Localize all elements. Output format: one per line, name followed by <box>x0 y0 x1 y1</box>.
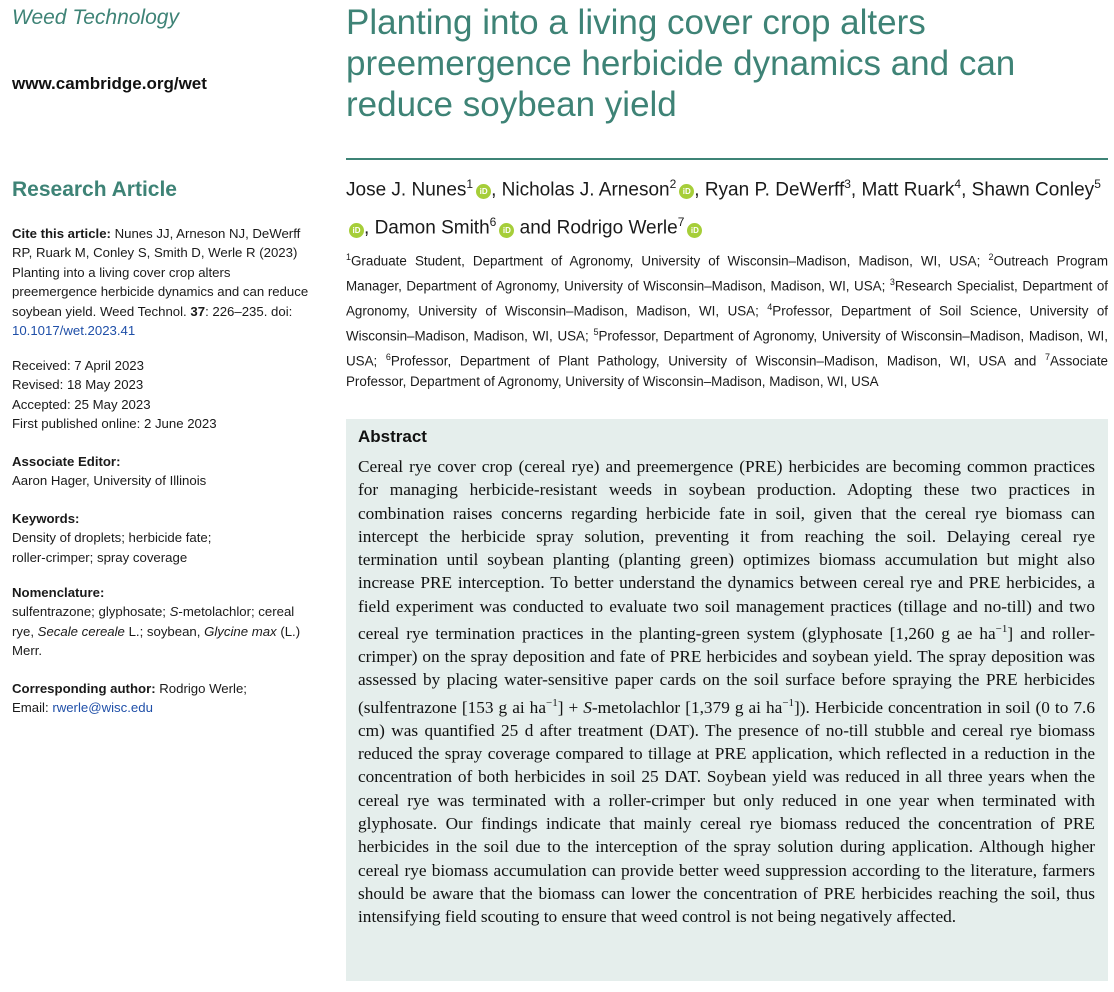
author-separator: and <box>514 217 557 239</box>
author-affiliation-number: 4 <box>954 177 962 191</box>
citation-label: Cite this article: <box>12 226 111 241</box>
published-date: First published online: 2 June 2023 <box>12 416 217 432</box>
affiliation-number: 7 <box>1044 351 1050 362</box>
keywords-block <box>12 509 312 567</box>
author-list <box>346 168 1108 245</box>
author-name: Matt Ruark <box>861 179 955 201</box>
author-name: Rodrigo Werle <box>556 217 678 239</box>
received-date: Received: 7 April 2023 <box>12 358 144 373</box>
affiliation-text: Graduate Student, Department of Agronomy, University of Wisconsin–Madison, Madison, WI, USA; <box>351 253 989 269</box>
nomenclature-text: sulfentrazone; glyphosate; S-metolachlor; cereal rye, Secale cereale L.; soybean, Glycine max (L.) Merr. <box>12 604 301 659</box>
author-name: Jose J. Nunes <box>346 179 467 201</box>
author-name: Shawn Conley <box>971 179 1095 201</box>
author-affiliation-number: 3 <box>844 177 851 191</box>
journal-url[interactable]: www.cambridge.org/wet <box>12 74 207 93</box>
author-affiliation-number: 1 <box>466 177 474 191</box>
affiliation-number: 3 <box>889 276 895 287</box>
author-separator: , <box>850 179 862 201</box>
title-divider <box>346 158 1108 160</box>
affiliation-text: Professor, Department of Agronomy, University of Wisconsin–Madison, Madison, WI, USA; <box>346 328 1108 368</box>
nomenclature-block <box>12 583 312 661</box>
author-separator: , <box>364 217 375 239</box>
journal-name: Weed Technology <box>12 6 179 29</box>
citation-pages: : 226–235. doi: <box>205 303 293 319</box>
orcid-icon[interactable]: iD <box>679 184 694 199</box>
corresponding-author-block <box>12 679 312 718</box>
citation-block <box>12 224 312 340</box>
doi-link[interactable]: 10.1017/wet.2023.41 <box>12 323 136 339</box>
orcid-icon[interactable]: iD <box>687 223 702 238</box>
author-separator: , <box>961 179 972 201</box>
email-label: Email: <box>12 700 53 716</box>
author-name: Nicholas J. Arneson <box>501 179 670 201</box>
keywords-line-1: Density of droplets; herbicide fate; <box>12 530 212 546</box>
orcid-icon[interactable]: iD <box>499 223 514 238</box>
keywords-label: Keywords: <box>12 511 80 526</box>
revised-date: Revised: 18 May 2023 <box>12 377 144 393</box>
author-affiliation-number: 7 <box>677 215 685 230</box>
orcid-icon[interactable]: iD <box>476 184 491 199</box>
affiliation-text: Research Specialist, Department of Agronomy, University of Wisconsin–Madison, Madison, WI, USA; <box>346 278 1108 319</box>
orcid-icon[interactable]: iD <box>349 223 364 238</box>
affiliation-text: Professor, Department of Soil Science, University of Wisconsin–Madison, Madison, WI, USA; <box>346 303 1109 344</box>
abstract-heading: Abstract <box>358 427 427 446</box>
nomenclature-label: Nomenclature: <box>12 585 105 600</box>
abstract-text: Cereal rye cover crop (cereal rye) and preemergence (PRE) herbicides are becoming common practices for managing herbicide-resistant weeds in soybean production. Adopting these two practices in combination raises concerns regarding herbicide fate in soil, given that the cereal rye biomass can intercept the herbicide spray solution, preventing it from reaching the soil. Delaying cereal rye termination until soybean planting (planting green) optimizes biomass accumulation but might also increase PRE interception. To better understand the dynamics between cereal rye and PRE herbicides, a field experiment was conducted to evaluate two soil management practices (tillage and no-till) and two cereal rye termination practices in the planting-green system (glyphosate [1,260 g ae $ha^{-1}$] and roller-crimper) on the spray deposition and fate of PRE herbicides and soybean yield. The spray deposition was assessed by placing water-sensitive paper cards on the soil surface before spraying the PRE herbicides (sulfentrazone [153 g ai $ha^{-1}$] + S-metolachlor [1,379 g ai $ha^{-1}$]). Herbicide concentration in soil (0 to 7.6 cm) was quantified 25 d after treatment (DAT). The presence of no-till stubble and cereal rye biomass reduced the spray coverage compared to tillage at PRE application, which reflected in a reduction in the concentration of both herbicides in soil 25 DAT. Soybean yield was reduced in all three years when the cereal rye was terminated with a roller-crimper but only reduced in one year when terminated with glyphosate. Our findings indicate that mainly cereal rye biomass reduced the concentration of PRE herbicides in the soil due to the interception of the spray solution during application. Although higher cereal rye biomass accumulation can provide better weed suppression according to the literature, farmers should be aware that the biomass can lower the concentration of PRE herbicides reaching the soil, thus intensifying field scouting to ensure that weed control is not being negatively affected. <box>358 457 1095 927</box>
dates-block <box>12 356 312 434</box>
author-separator: , <box>491 179 502 201</box>
author-separator: , <box>694 179 705 201</box>
affiliation-text: Professor, Department of Plant Pathology, University of Wisconsin–Madison, Madison, WI, USA and <box>390 352 1045 368</box>
editor-label: Associate Editor: <box>12 454 121 469</box>
article-title: Planting into a living cover crop alters preemergence herbicide dynamics and can reduce soybean yield <box>346 3 1016 124</box>
affiliation-text: Outreach Program Manager, Department of Agronomy, University of Wisconsin–Madison, Madison, WI, USA; <box>346 253 1108 294</box>
corresponding-label: Corresponding author: <box>12 681 156 696</box>
accepted-date: Accepted: 25 May 2023 <box>12 396 151 412</box>
article-type: Research Article <box>12 178 177 201</box>
citation-text: Nunes JJ, Arneson NJ, DeWerff RP, Ruark M, Conley S, Smith D, Werle R (2023) Planting into a living cover crop alters preemergence herbicide dynamics and can reduce soybean yield. Weed Technol. <box>12 226 309 319</box>
author-affiliation-number: 5 <box>1094 177 1101 191</box>
affiliations <box>346 247 1108 393</box>
affiliation-number: 2 <box>988 252 994 262</box>
affiliation-number: 4 <box>767 301 773 312</box>
affiliation-text: Associate Professor, Department of Agronomy, University of Wisconsin–Madison, Madison, WI, USA <box>346 352 1109 390</box>
author-affiliation-number: 2 <box>669 177 677 191</box>
affiliation-number: 5 <box>593 326 599 337</box>
author-affiliation-number: 6 <box>489 215 497 230</box>
corresponding-name: Rodrigo Werle; <box>155 681 247 696</box>
author-name: Damon Smith <box>374 217 490 239</box>
affiliation-number: 6 <box>385 351 391 362</box>
editor-block <box>12 452 312 491</box>
email-link[interactable]: rwerle@wisc.edu <box>52 700 153 716</box>
author-name: Ryan P. DeWerff <box>704 179 845 201</box>
keywords-line-2: roller-crimper; spray coverage <box>12 549 188 565</box>
editor-name: Aaron Hager, University of Illinois <box>12 473 207 489</box>
affiliation-number: 1 <box>346 252 352 262</box>
citation-volume: 37 <box>190 303 206 319</box>
